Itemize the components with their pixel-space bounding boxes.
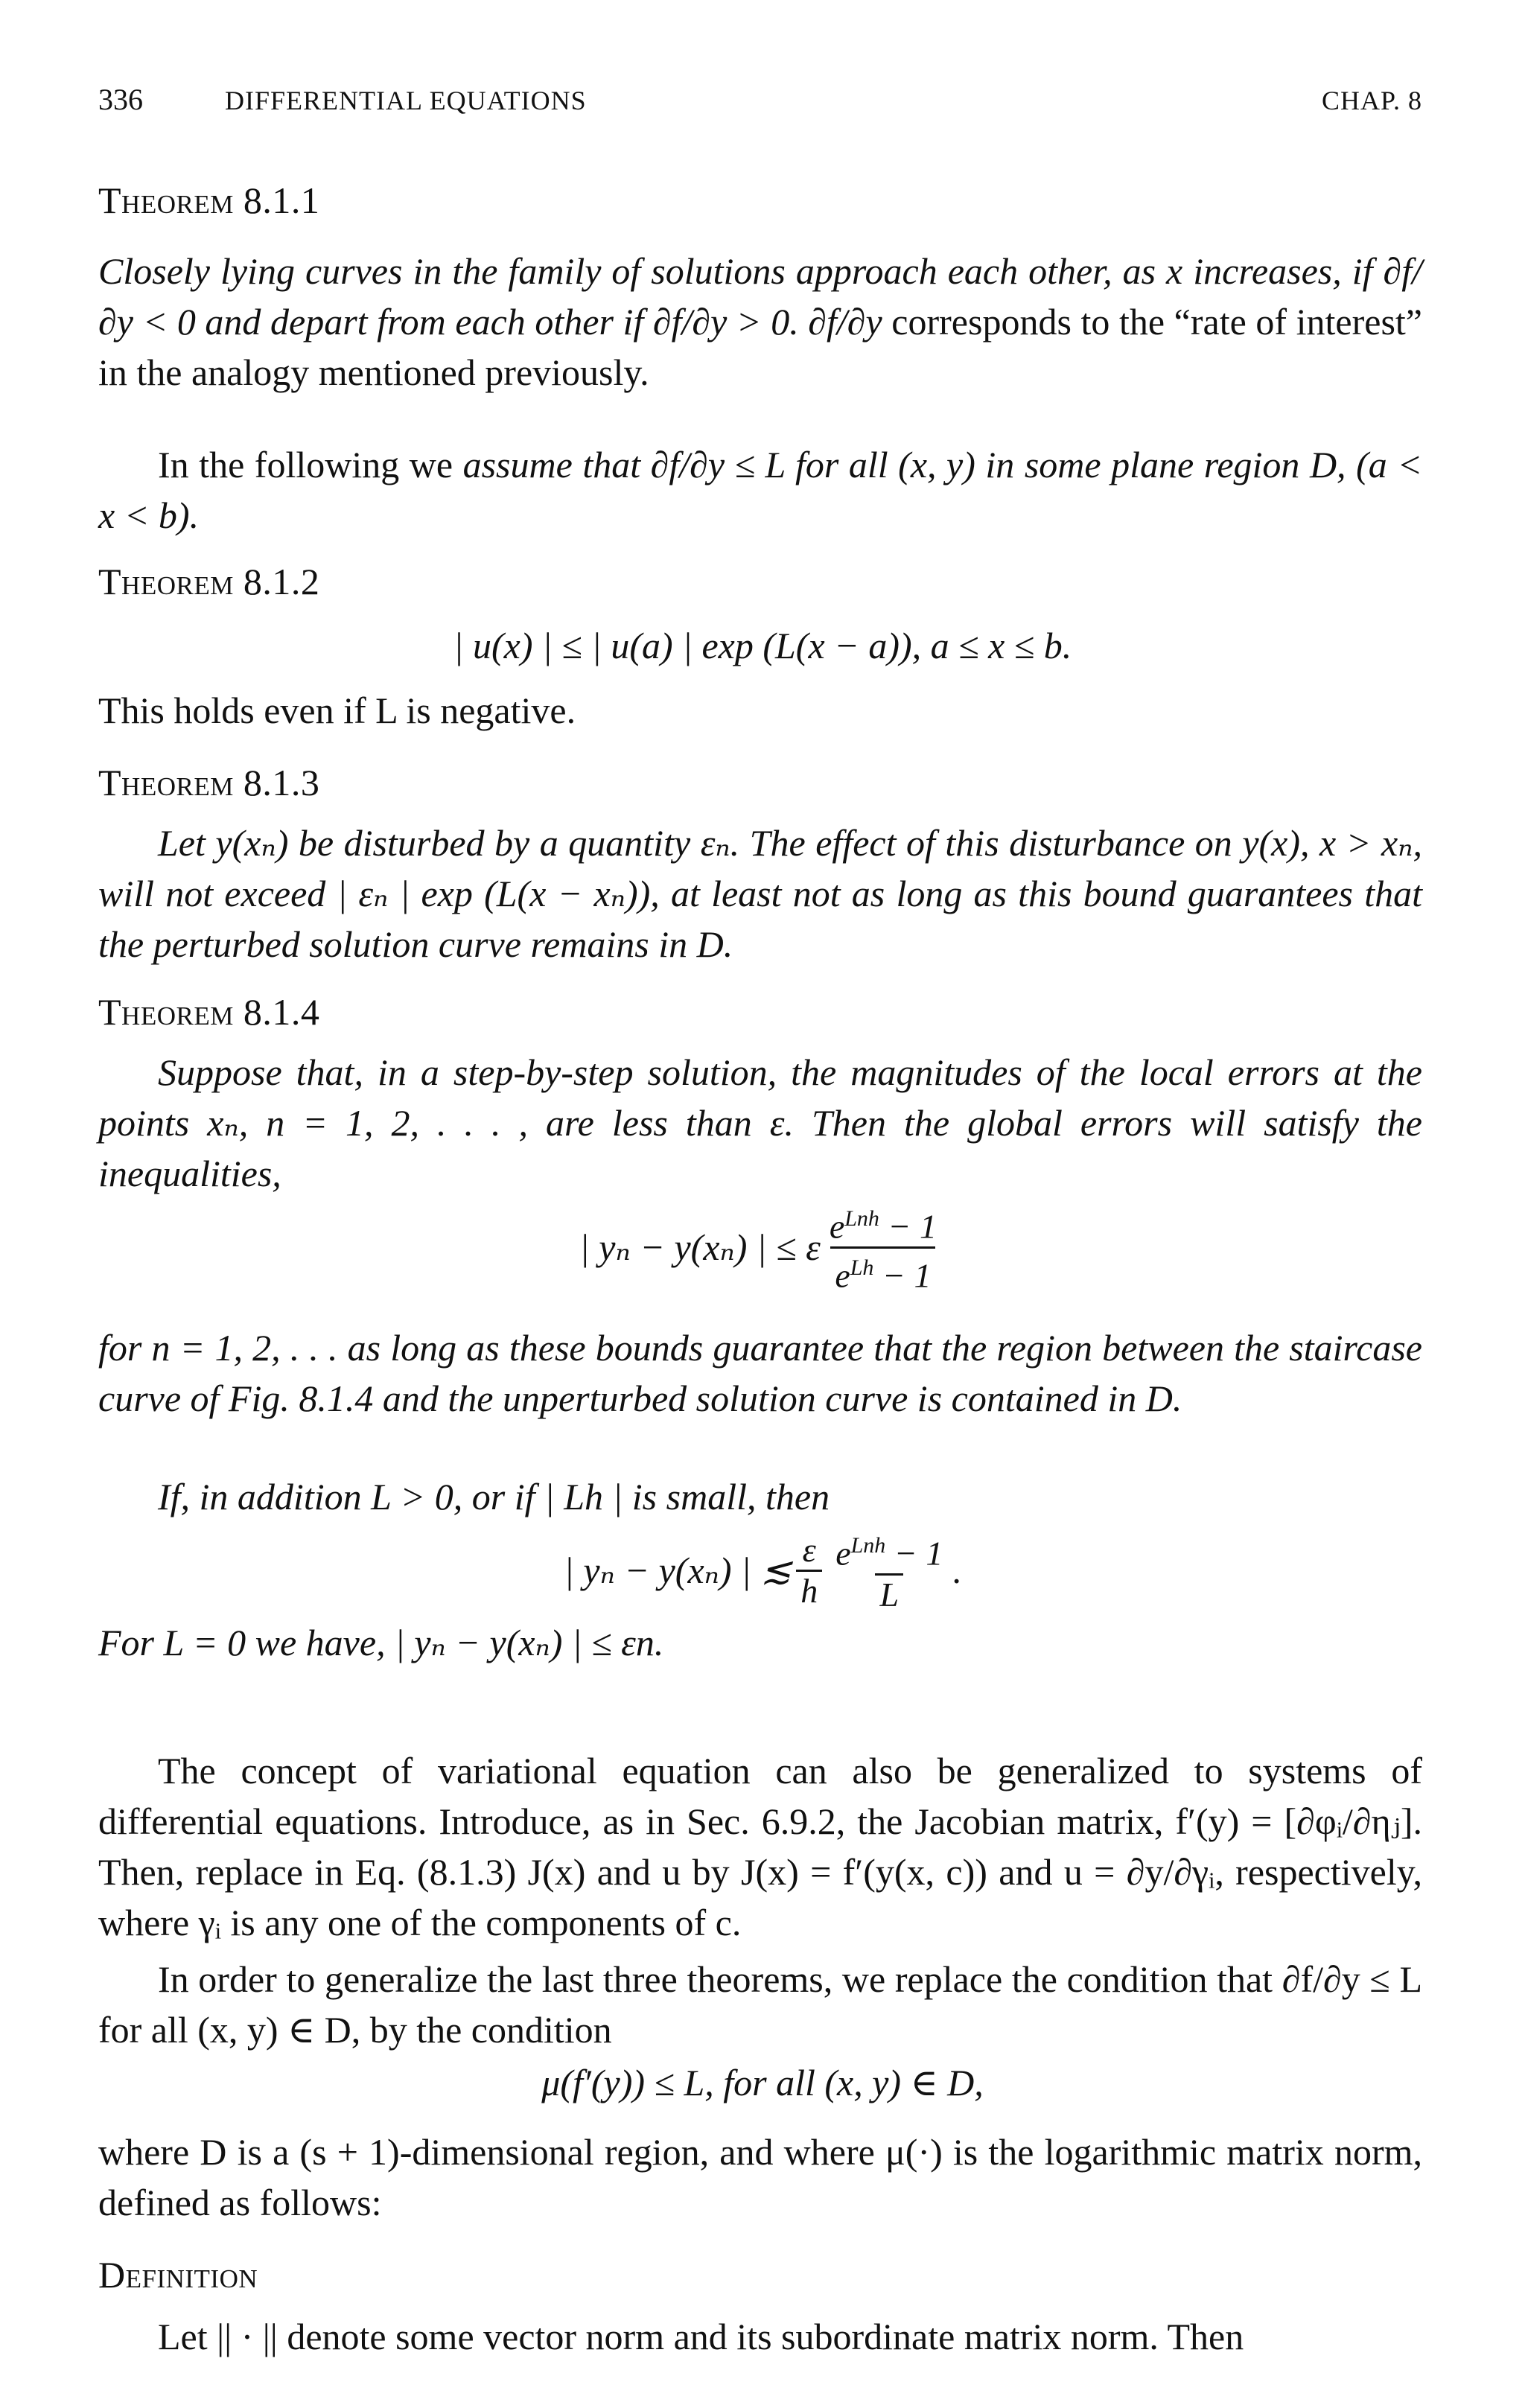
page-number: 336 [98, 83, 143, 116]
eq1-den-tail: − 1 [873, 1255, 932, 1294]
eq1-fraction [825, 1200, 941, 1295]
eq2-fraction-2 [831, 1526, 947, 1614]
eq1-num-tail: − 1 [879, 1207, 937, 1246]
theorem-813-body: Let y(xₙ) be disturbed by a quantity εₙ. The effect of this disturbance on y(x), x > xₙ, will not exceed | εₙ | exp (L(x − xₙ)), at least not as long as this bound guarantees that the perturbed solution curve remains in D. [98, 822, 1422, 965]
eq2-lhs: | yₙ − y(xₙ) | ≲ [564, 1549, 792, 1591]
theorem-813-heading: Theorem 8.1.3 [98, 762, 320, 803]
theorem-811-roman: corresponds to the “rate of interest” in the analogy mentioned previously. [98, 301, 1422, 393]
assumption-lead: In the following we [158, 444, 463, 485]
theorem-811-heading: Theorem 8.1.1 [98, 179, 320, 221]
paragraph-generalize: In order to generalize the last three theorems, we replace the condition that ∂f/∂y ≤ L for all (x, y) ∈ D, by the condition [98, 1958, 1422, 2051]
theorem-812-heading: Theorem 8.1.2 [98, 561, 320, 602]
theorem-812-note: This holds even if L is negative. [98, 689, 576, 731]
paragraph-variational-systems: The concept of variational equation can also be generalized to systems of differential equations. Introduce, as in Sec. 6.9.2, the Jacobian matrix, f′(y) = [∂φᵢ/∂ηⱼ]. Then, replace in Eq. (8.1.3) J(x) and u by J(x) = f′(y(x, c)) and u = ∂y/∂γᵢ, respectively, where γᵢ is any one of the components of c. [98, 1750, 1422, 1943]
global-error-bound-equation [0, 1206, 1525, 1294]
eq2-f2-num-exp: Lnh [850, 1533, 886, 1558]
eq1-num-base: e [829, 1207, 845, 1246]
eq1-num-exp: Lnh [844, 1206, 879, 1232]
eq2-f1-numerator: ε [802, 1530, 816, 1569]
eq2-f2-num-base: e [835, 1534, 851, 1573]
running-title: DIFFERENTIAL EQUATIONS [225, 86, 587, 115]
running-header [98, 82, 1422, 127]
log-norm-condition-formula: μ(f′(y)) ≤ L, for all (x, y) ∈ D, [541, 2062, 984, 2103]
assumption-italic: assume that ∂f/∂y ≤ L for all (x, y) in some plane region D, (a < x < b). [98, 444, 1422, 536]
eq2-fraction-1 [796, 1531, 822, 1611]
approx-error-bound-equation [0, 1529, 1525, 1614]
eq2-f2-num-tail: − 1 [885, 1534, 943, 1573]
theorem-814-if-line: If, in addition L > 0, or if | Lh | is small, then [158, 1476, 830, 1517]
eq1-denominator [830, 1246, 935, 1295]
theorem-814-after-equation: for n = 1, 2, . . . as long as these bounds guarantee that the region between the staircase curve of Fig. 8.1.4 and the unperturbed solution curve is contained in D. [98, 1327, 1422, 1419]
eq2-period: . [952, 1549, 961, 1591]
assumption-paragraph [98, 439, 1422, 541]
definition-body: Let || · || denote some vector norm and its subordinate matrix norm. Then [158, 2316, 1244, 2357]
definition-heading: Definition [98, 2254, 258, 2296]
theorem-814-zero-case: For L = 0 we have, | yₙ − y(xₙ) | ≤ εn. [98, 1622, 664, 1663]
eq2-f2-numerator [831, 1526, 947, 1573]
theorem-811-italic: Closely lying curves in the family of solutions approach each other, as x increases, if ∂f/∂y < 0 and depart from each other if ∂f/∂y > 0. ∂f/∂y [98, 250, 1422, 343]
paragraph-region-definition: where D is a (s + 1)-dimensional region, and where μ(·) is the logarithmic matrix norm, defined as follows: [98, 2131, 1422, 2223]
theorem-814-body: Suppose that, in a step-by-step solution, the magnitudes of the local errors at the points xₙ, n = 1, 2, . . . , are less than ε. Then the global errors will satisfy the inequalities, [98, 1051, 1422, 1194]
eq2-f2-denominator: L [875, 1573, 903, 1614]
eq1-numerator [825, 1200, 941, 1246]
eq1-lhs: | yₙ − y(xₙ) | ≤ ε [579, 1226, 821, 1268]
theorem-814-heading: Theorem 8.1.4 [98, 991, 320, 1033]
eq1-den-base: e [835, 1255, 850, 1294]
theorem-811-body [98, 246, 1422, 398]
eq2-f1-denominator: h [796, 1570, 822, 1611]
theorem-812-formula: | u(x) | ≤ | u(a) | exp (L(x − a)), a ≤ x ≤ b. [453, 625, 1072, 666]
chapter-label: CHAP. 8 [1321, 86, 1422, 115]
eq1-den-exp: Lh [850, 1255, 874, 1280]
